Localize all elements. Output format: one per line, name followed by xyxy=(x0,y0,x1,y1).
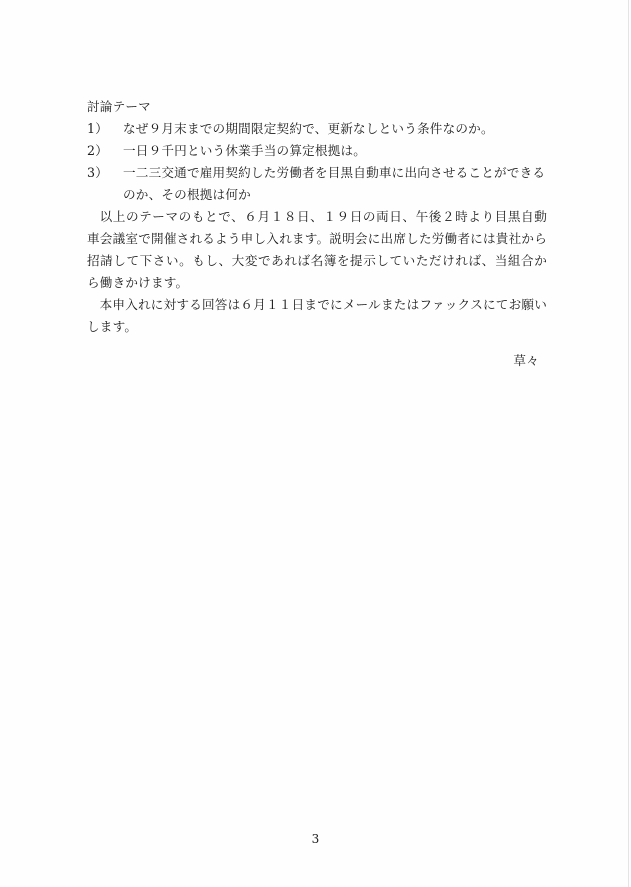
scan-edge-line xyxy=(628,0,629,887)
list-item xyxy=(87,118,547,140)
body-paragraph: 以上のテーマのもとで、６月１８日、１９日の両日、午後２時より目黒自動車会議室で開催されるよう申し入れます。説明会に出席した労働者には貴社から招請して下さい。もし、大変であれば名簿を提示していただければ、当組合から働きかけます。 xyxy=(87,209,547,290)
list-item-text: なぜ９月末までの期間限定契約で、更新なしという条件なのか。 xyxy=(123,121,494,136)
list-item xyxy=(87,162,547,206)
page-number: 3 xyxy=(311,832,320,846)
list-item-text: 一日９千円という休業手当の算定根拠は。 xyxy=(123,143,367,158)
document-body xyxy=(87,96,547,368)
list-item xyxy=(87,140,547,162)
section-heading: 討論テーマ xyxy=(87,99,151,114)
list-item-number: 2） xyxy=(87,143,109,158)
list-item-number: 3） xyxy=(87,165,109,180)
closing-salutation: 草々 xyxy=(513,353,539,368)
list-item-number: 1） xyxy=(87,121,109,136)
body-paragraph: 本申入れに対する回答は６月１１日までにメールまたはファックスにてお願いします。 xyxy=(87,297,547,334)
list-item-text: 一二三交通で雇用契約した労働者を目黒自動車に出向させることができるのか、その根拠は何か xyxy=(123,165,546,202)
